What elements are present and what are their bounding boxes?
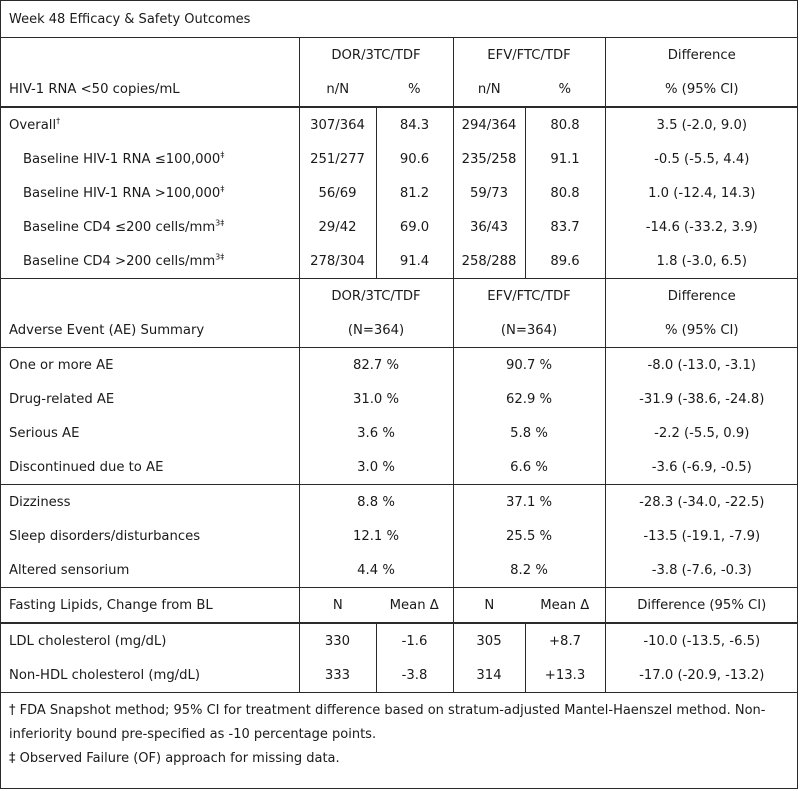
ae-row-label: Serious AE [9,425,80,441]
arm2-value: 5.8 % [453,416,605,450]
ae-row-label: Drug-related AE [9,391,115,407]
arm1-mean: -1.6 [376,623,453,658]
efficacy-row [1,244,798,279]
lipid-row [1,658,798,692]
arm2-value: 25.5 % [453,519,605,553]
empty-header-cell [1,279,299,314]
efficacy-header-row-2 [1,72,798,107]
arm2-nN: 258/288 [453,244,525,279]
arm2-nN: 294/364 [453,107,525,142]
arm2-nN-header: n/N [453,72,525,107]
arm1-pct-header: % [407,81,421,97]
ae-row-label-header: Adverse Event (AE) Summary [9,322,205,338]
arm2-header: EFV/FTC/TDF [453,279,605,314]
difference-value: -17.0 (-20.9, -13.2) [605,658,798,692]
lipids-header-row [1,588,798,624]
arm1-n-header: (N=364) [299,313,453,348]
arm2-value: 62.9 % [453,382,605,416]
difference-value: -10.0 (-13.5, -6.5) [605,623,798,658]
efficacy-row-label: Baseline HIV-1 RNA >100,000‡ [23,184,225,201]
empty-header-cell [1,38,299,72]
difference-value: -14.6 (-33.2, 3.9) [605,210,798,244]
efficacy-row-label: Baseline CD4 ≤200 cells/$mm^{3\ddagger}$ [23,218,225,235]
difference-value: -28.3 (-34.0, -22.5) [605,485,798,520]
arm1-nN: 56/69 [299,176,376,210]
arm1-value: 3.0 % [299,450,453,485]
ae-header-row-1 [1,279,798,314]
arm2-nN: 36/43 [453,210,525,244]
arm1-value: 31.0 % [299,382,453,416]
table-title: Week 48 Efficacy & Safety Outcomes [1,1,797,38]
arm2-nN: 59/73 [453,176,525,210]
arm1-nN: 278/304 [299,244,376,279]
arm2-mean: +8.7 [525,623,605,658]
difference-sub-header: % (95% CI) [605,313,798,348]
arm2-value: 90.7 % [453,348,605,383]
arm2-pct-header: % [558,81,572,97]
arm2-pct: 89.6 [525,244,605,279]
efficacy-row [1,210,798,244]
arm1-value: 12.1 % [299,519,453,553]
difference-header: Difference [605,279,798,314]
difference-value: -3.6 (-6.9, -0.5) [605,450,798,485]
arm1-value: 3.6 % [299,416,453,450]
difference-value: -31.9 (-38.6, -24.8) [605,382,798,416]
lipid-row [1,623,798,658]
cns-ae-row [1,485,798,520]
ae-row [1,450,798,485]
arm2-value: 8.2 % [453,553,605,588]
arm2-n: 305 [453,623,525,658]
arm1-pct: 84.3 [376,107,453,142]
arm2-n: 314 [453,658,525,692]
arm1-header: DOR/3TC/TDF [299,38,453,72]
arm1-mean-header: Mean Δ [376,588,453,624]
efficacy-row-label: Overall† [1,107,299,142]
arm2-nN: 235/258 [453,142,525,176]
difference-value: 1.8 (-3.0, 6.5) [605,244,798,279]
efficacy-row-label-header: HIV-1 RNA <50 copies/mL [9,81,180,97]
efficacy-row-label: Baseline HIV-1 RNA ≤100,000‡ [23,150,225,167]
cns-ae-row [1,519,798,553]
arm2-value: 37.1 % [453,485,605,520]
lipid-row-label: Non-HDL cholesterol (mg/dL) [9,667,200,683]
ae-row [1,382,798,416]
difference-sub-header: % (95% CI) [605,72,798,107]
ae-row [1,348,798,383]
difference-header: Difference (95% CI) [605,588,798,624]
efficacy-row [1,176,798,210]
arm2-n-header: (N=364) [453,313,605,348]
cns-ae-row-label: Dizziness [1,485,299,520]
arm1-nN: 29/42 [299,210,376,244]
arm1-value: 8.8 % [299,485,453,520]
arm1-n: 330 [299,623,376,658]
arm1-nN: 307/364 [299,107,376,142]
outcomes-table [1,38,798,692]
arm2-pct: 83.7 [525,210,605,244]
arm2-mean: +13.3 [525,658,605,692]
difference-value: -2.2 (-5.5, 0.9) [605,416,798,450]
efficacy-row-label: Baseline CD4 >200 cells/$mm^{3\ddagger}$ [23,252,225,269]
ae-row-label: One or more AE [1,348,299,383]
arm1-pct: 91.4 [376,244,453,279]
arm2-header: EFV/FTC/TDF [453,38,605,72]
arm1-pct: 81.2 [376,176,453,210]
arm1-nN: 251/277 [299,142,376,176]
footnotes [1,692,797,771]
arm1-pct: 90.6 [376,142,453,176]
ae-row [1,416,798,450]
arm2-pct: 80.8 [525,107,605,142]
efficacy-row [1,142,798,176]
difference-value: -3.8 (-7.6, -0.3) [605,553,798,588]
ae-row-label: Discontinued due to AE [9,459,164,475]
arm1-nN-header: n/N [299,72,376,107]
difference-value: -0.5 (-5.5, 4.4) [605,142,798,176]
arm2-n-header: N [453,588,525,624]
arm2-pct: 80.8 [525,176,605,210]
arm1-header: DOR/3TC/TDF [299,279,453,314]
arm1-mean: -3.8 [376,658,453,692]
cns-ae-row [1,553,798,588]
difference-value: 1.0 (-12.4, 14.3) [605,176,798,210]
arm2-value: 6.6 % [453,450,605,485]
difference-value: -13.5 (-19.1, -7.9) [605,519,798,553]
arm2-pct: 91.1 [525,142,605,176]
efficacy-header-row-1 [1,38,798,72]
efficacy-row [1,107,798,142]
arm1-value: 82.7 % [299,348,453,383]
footnote-dagger: † FDA Snapshot method; 95% CI for treatment difference based on stratum-adjusted Mantel-Haenszel method. Non-inferiority bound pre-specified as -10 percentage points. [9,703,766,742]
lipids-row-label-header: Fasting Lipids, Change from BL [1,588,299,624]
footnote-double-dagger: ‡ Observed Failure (OF) approach for missing data. [9,751,340,766]
difference-header: Difference [605,38,798,72]
arm1-pct: 69.0 [376,210,453,244]
arm2-mean-header: Mean Δ [525,588,605,624]
difference-value: 3.5 (-2.0, 9.0) [605,107,798,142]
arm1-n: 333 [299,658,376,692]
arm1-value: 4.4 % [299,553,453,588]
lipid-row-label: LDL cholesterol (mg/dL) [1,623,299,658]
difference-value: -8.0 (-13.0, -3.1) [605,348,798,383]
arm1-n-header: N [299,588,376,624]
cns-ae-row-label: Altered sensorium [9,562,130,578]
ae-header-row-2 [1,313,798,348]
cns-ae-row-label: Sleep disorders/disturbances [9,528,201,544]
